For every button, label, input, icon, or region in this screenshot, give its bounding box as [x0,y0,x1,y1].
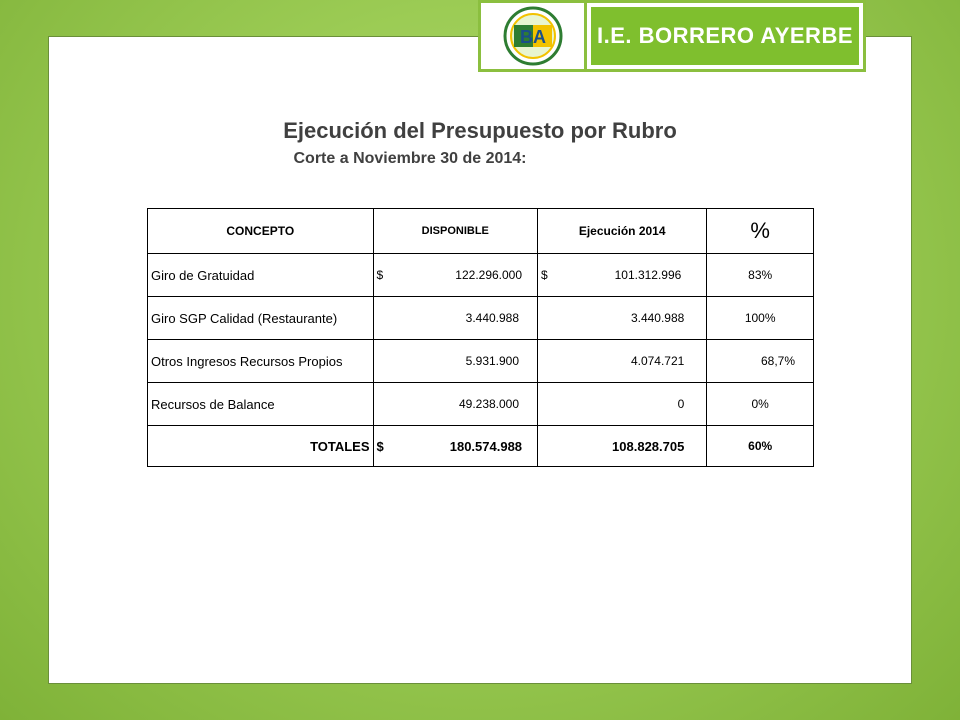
cell-ejecucion: 4.074.721 [538,340,707,383]
cell-ejecucion: 3.440.988 [538,297,707,340]
cell-percent: 0% [707,383,814,426]
logo-letters: BA [520,27,546,47]
cell-percent: 68,7% [707,340,814,383]
totals-disponible-value: 180.574.988 [449,438,523,454]
table-row [148,340,814,383]
cell-percent: 100% [707,297,814,340]
cell-concepto: Otros Ingresos Recursos Propios [148,340,374,383]
cell-disponible: 5.931.900 [373,340,538,383]
page-title: Ejecución del Presupuesto por Rubro [283,118,677,143]
brand-banner [584,0,866,72]
totals-label: TOTALES [148,426,374,467]
cell-disponible: 3.440.988 [373,297,538,340]
table-row [148,254,814,297]
cell-disponible: 49.238.000 [373,383,538,426]
cell-concepto: Giro de Gratuidad [148,254,374,297]
cell-ejecucion [538,254,707,297]
currency-symbol: $ [541,268,548,282]
header-ejecucion: Ejecución 2014 [538,209,707,254]
header-percent: % [707,209,814,254]
cell-percent: 83% [707,254,814,297]
budget-table [147,208,814,467]
header-concepto: CONCEPTO [148,209,374,254]
currency-symbol: $ [376,438,384,454]
table-row [148,383,814,426]
table-header-row [148,209,814,254]
school-crest-icon [490,6,576,66]
cell-disponible [373,254,538,297]
currency-symbol: $ [376,268,384,282]
totals-ejecucion: 108.828.705 [538,426,707,467]
disponible-value: 122.296.000 [455,268,523,282]
cell-ejecucion: 0 [538,383,707,426]
totals-percent: 60% [707,426,814,467]
brand-name: I.E. BORRERO AYERBE [591,7,859,65]
cell-concepto: Recursos de Balance [148,383,374,426]
totals-disponible [373,426,538,467]
totals-row [148,426,814,467]
cell-concepto: Giro SGP Calidad (Restaurante) [148,297,374,340]
header-disponible: DISPONIBLE [373,209,538,254]
table-row [148,297,814,340]
ejecucion-value: 101.312.996 [614,268,682,282]
school-logo [478,0,588,72]
page-subtitle: Corte a Noviembre 30 de 2014: [293,150,527,167]
